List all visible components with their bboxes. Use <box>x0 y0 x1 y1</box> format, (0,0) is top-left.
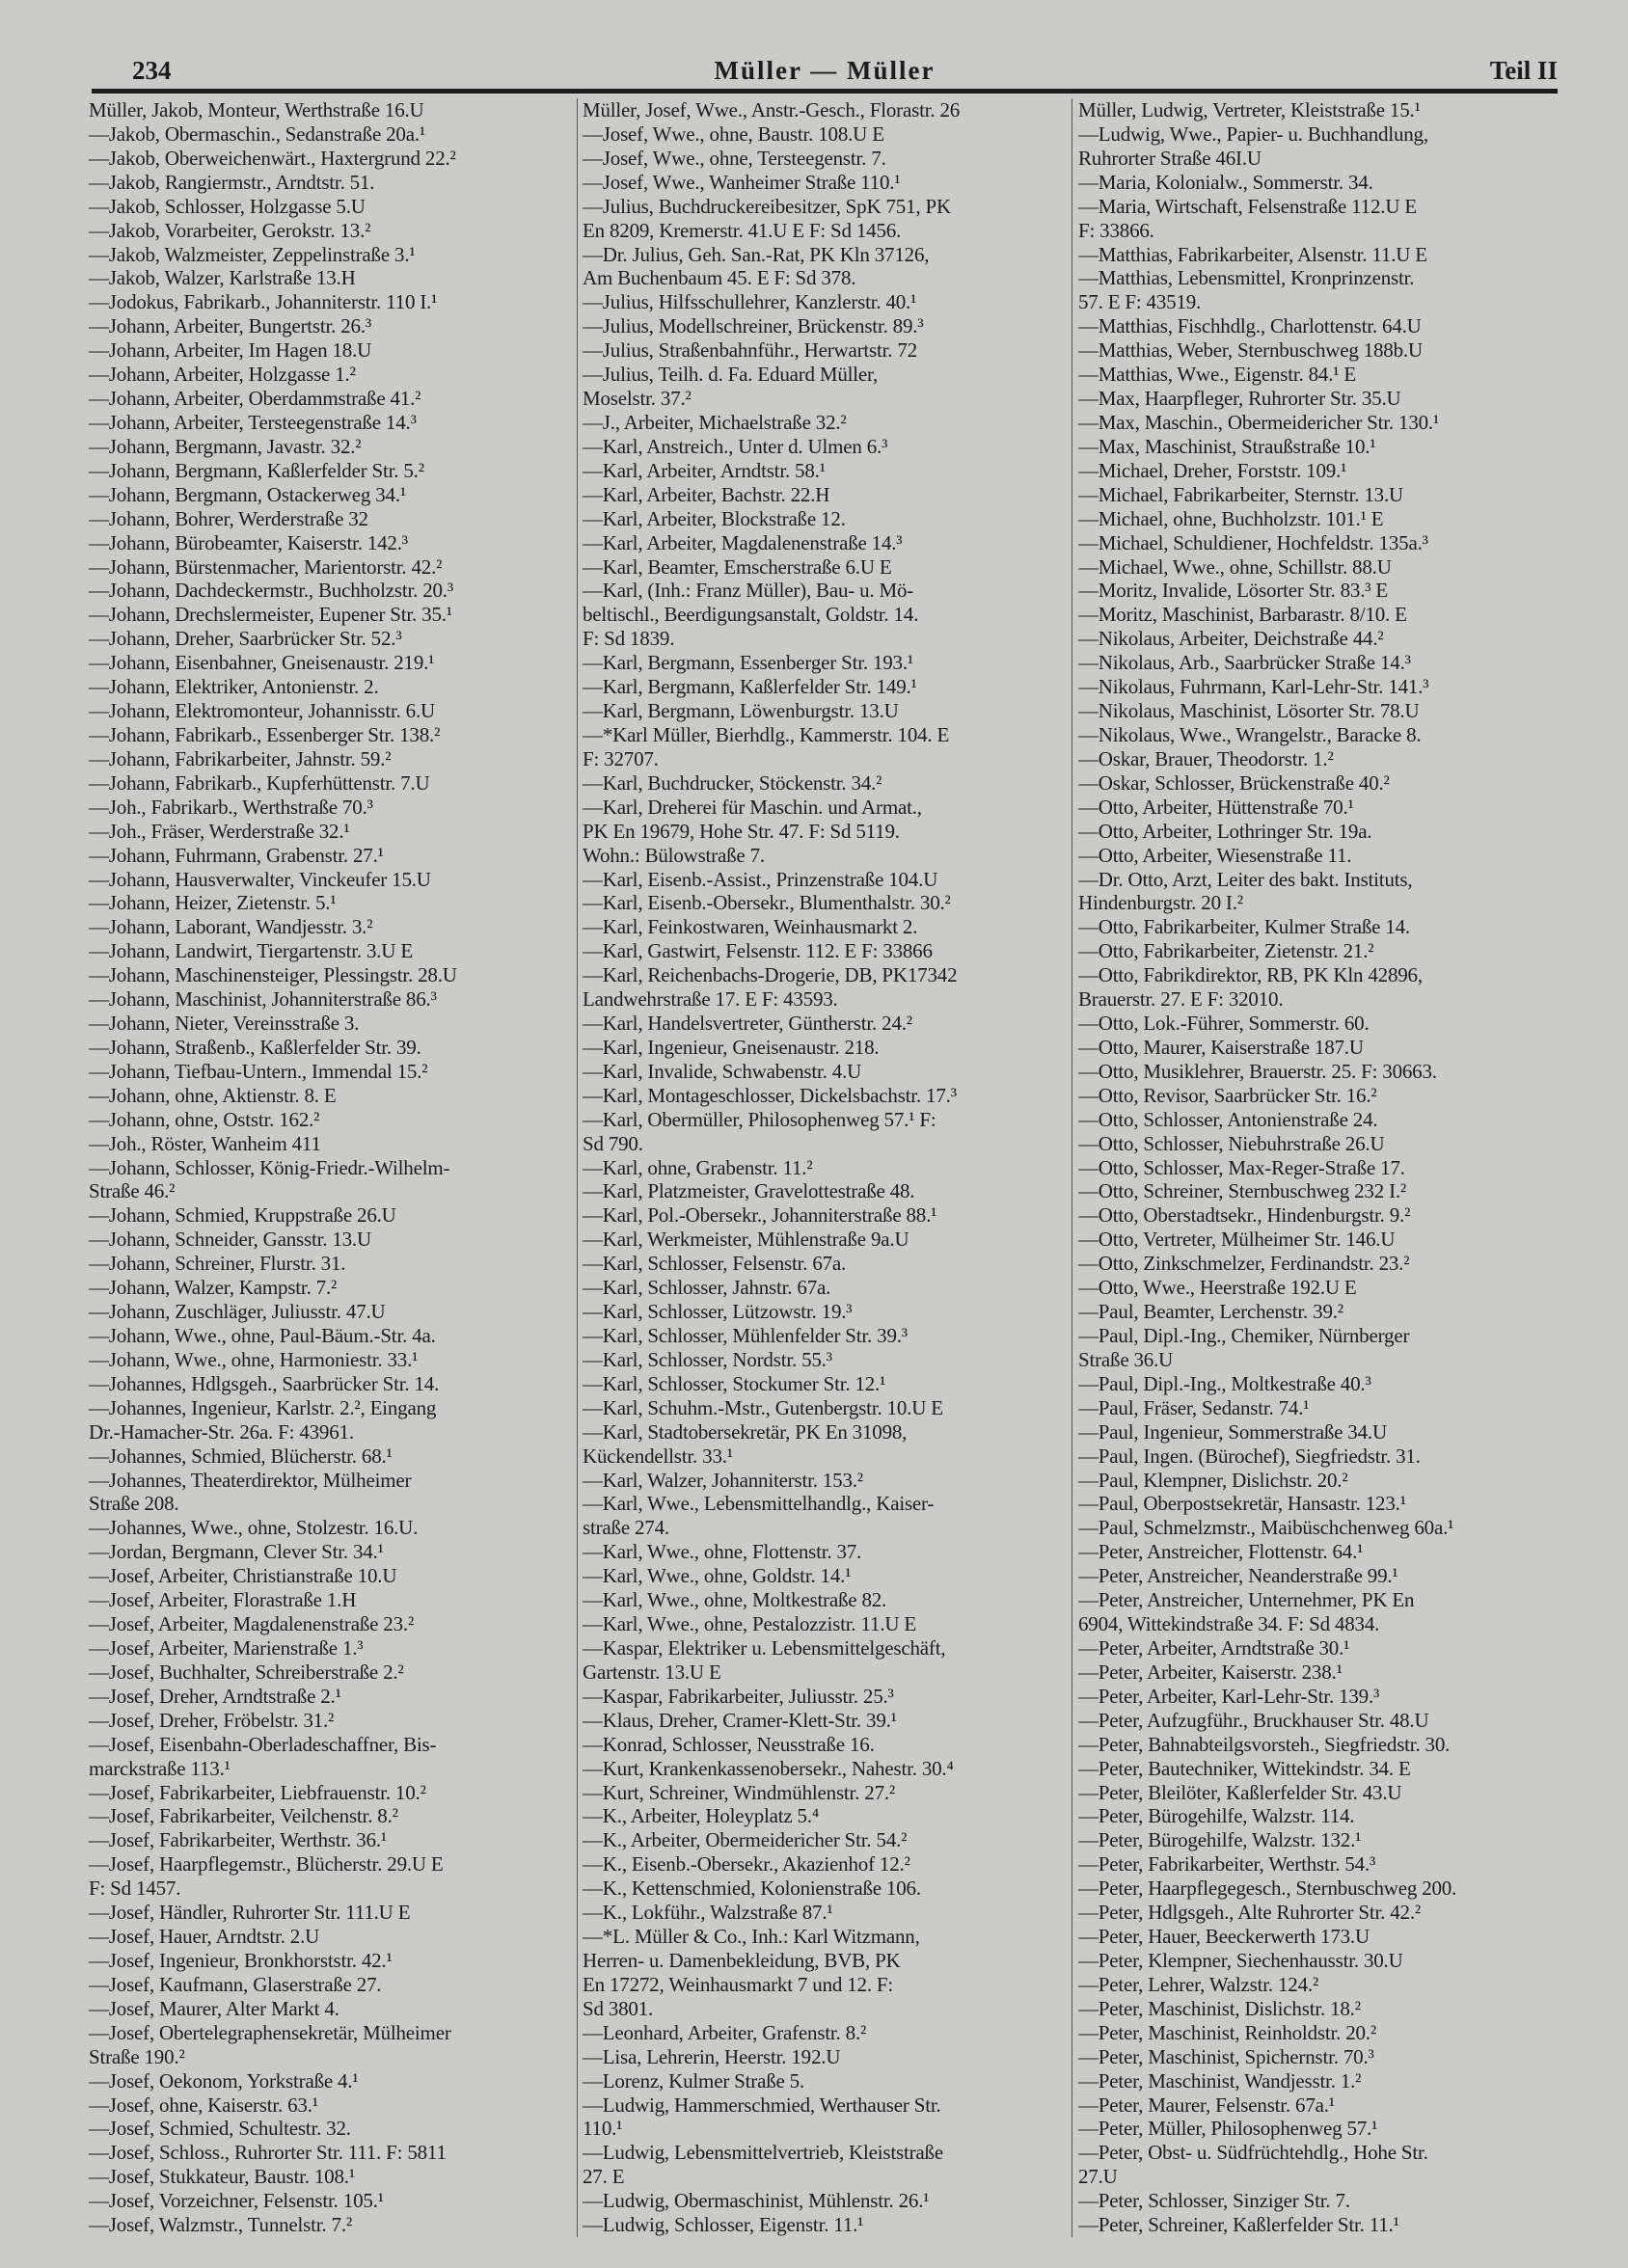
directory-entry-line: beltischl., Beerdigungsanstalt, Goldstr. 14. <box>583 603 919 627</box>
directory-entry-line: —Josef, Dreher, Arndtstraße 2.¹ <box>89 1684 341 1708</box>
directory-entry-line: —Peter, Maschinist, Spichernstr. 70.³ <box>1078 2044 1374 2068</box>
directory-entry-line: —Peter, Bürogehilfe, Walzstr. 132.¹ <box>1078 1828 1362 1852</box>
directory-entry-line: —Peter, Schlosser, Sinziger Str. 7. <box>1078 2189 1350 2213</box>
directory-entry-line: —Kurt, Krankenkassenobersekr., Nahestr. 30.⁴ <box>583 1756 954 1780</box>
directory-entry-line: —Kaspar, Fabrikarbeiter, Juliusstr. 25.³ <box>583 1684 894 1708</box>
part-label: Teil II <box>1489 56 1558 85</box>
directory-entry-line: En 17272, Weinhausmarkt 7 und 12. F: <box>583 1972 894 1996</box>
directory-entry-line: —Matthias, Lebensmittel, Kronprinzenstr. <box>1078 266 1415 290</box>
directory-entry-line: —Oskar, Schlosser, Brückenstraße 40.² <box>1078 770 1390 795</box>
directory-entry-line: —Johann, Bürobeamter, Kaiserstr. 142.³ <box>89 530 408 554</box>
directory-entry-line: Ruhrorter Straße 46I.U <box>1078 146 1262 170</box>
directory-entry-line: —Karl, Arbeiter, Arndtstr. 58.¹ <box>583 458 826 482</box>
directory-entry-line: —Johann, Dachdeckermstr., Buchholzstr. 20.³ <box>89 579 453 603</box>
directory-entry-line: PK En 19679, Hohe Str. 47. F: Sd 5119. <box>583 819 900 843</box>
directory-entry-line: —Karl, Wwe., Lebensmittelhandlg., Kaiser- <box>583 1492 935 1516</box>
directory-entry-line: —Julius, Buchdruckereibesitzer, SpK 751, PK <box>583 194 951 218</box>
directory-entry-line: marckstraße 113.¹ <box>89 1756 231 1780</box>
header-rule <box>92 89 1558 94</box>
directory-entry-line: Wohn.: Bülowstraße 7. <box>583 843 765 867</box>
directory-entry-line: —Karl, Obermüller, Philosophenweg 57.¹ F: <box>583 1107 936 1131</box>
directory-entry-line: —Johannes, Wwe., ohne, Stolzestr. 16.U. <box>89 1516 419 1540</box>
directory-entry-line: —Nikolaus, Arb., Saarbrücker Straße 14.³ <box>1078 651 1411 675</box>
directory-entry-line: —Johann, Bohrer, Werderstraße 32 <box>89 506 368 530</box>
directory-entry-line: —Karl, (Inh.: Franz Müller), Bau- u. Mö- <box>583 579 914 603</box>
directory-entry-line: —Klaus, Dreher, Cramer-Klett-Str. 39.¹ <box>583 1708 897 1732</box>
directory-entry-line: —K., Arbeiter, Holeyplatz 5.⁴ <box>583 1804 820 1828</box>
directory-entry-line: —Peter, Anstreicher, Flottenstr. 64.¹ <box>1078 1540 1364 1564</box>
directory-entry-line: —Johann, Heizer, Zietenstr. 5.¹ <box>89 891 337 915</box>
directory-entry-line: Straße 208. <box>89 1492 179 1516</box>
directory-entry-line: —Johannes, Hdlgsgeh., Saarbrücker Str. 14. <box>89 1371 440 1395</box>
directory-entry-line: —Johann, Tiefbau-Untern., Immendal 15.² <box>89 1059 428 1083</box>
directory-entry-line: —Otto, Vertreter, Mülheimer Str. 146.U <box>1078 1228 1396 1252</box>
directory-entry-line: —Johann, Hausverwalter, Vinckeufer 15.U <box>89 867 431 891</box>
directory-entry-line: —Konrad, Schlosser, Neusstraße 16. <box>583 1732 875 1756</box>
directory-entry-line: —Karl, ohne, Grabenstr. 11.² <box>583 1155 813 1179</box>
directory-entry-line: —Karl, Anstreich., Unter d. Ulmen 6.³ <box>583 434 888 458</box>
directory-entry-line: —Johann, Landwirt, Tiergartenstr. 3.U E <box>89 939 413 963</box>
directory-entry-line: —Karl, Wwe., ohne, Pestalozzistr. 11.U E <box>583 1612 917 1636</box>
directory-entry-line: Sd 790. <box>583 1131 643 1155</box>
directory-entry-line: —Ludwig, Hammerschmied, Werthauser Str. <box>583 2092 941 2117</box>
directory-entry-line: —Michael, Schuldiener, Hochfeldstr. 135a.³ <box>1078 530 1428 554</box>
directory-entry-line: —Josef, Maurer, Alter Markt 4. <box>89 1996 339 2020</box>
directory-entry-line: —Johannes, Ingenieur, Karlstr. 2.², Eingang <box>89 1395 437 1419</box>
directory-entry-line: —Otto, Oberstadtsekr., Hindenburgstr. 9.² <box>1078 1203 1411 1228</box>
directory-entry-line: —Peter, Anstreicher, Unternehmer, PK En <box>1078 1588 1415 1612</box>
directory-entry-line: —J., Arbeiter, Michaelstraße 32.² <box>583 410 847 434</box>
directory-entry-line: —Peter, Müller, Philosophenweg 57.¹ <box>1078 2117 1378 2141</box>
directory-entry-line: —Karl, Handelsvertreter, Güntherstr. 24.² <box>583 1012 912 1036</box>
directory-entry-line: —Karl, Stadtobersekretär, PK En 31098, <box>583 1419 908 1444</box>
directory-entry-line: —Johann, Arbeiter, Oberdammstraße 41.² <box>89 387 421 411</box>
directory-entry-line: —Johann, Arbeiter, Bungertstr. 26.³ <box>89 314 371 338</box>
directory-entry-line: —Otto, Maurer, Kaiserstraße 187.U <box>1078 1035 1364 1059</box>
directory-entry-line: —Dr. Otto, Arzt, Leiter des bakt. Instituts, <box>1078 867 1413 891</box>
directory-entry-line: —Otto, Schreiner, Sternbuschweg 232 I.² <box>1078 1179 1407 1203</box>
directory-entry-line: —Karl, Pol.-Obersekr., Johanniterstraße 88.¹ <box>583 1203 937 1228</box>
directory-entry-line: —Johann, ohne, Aktienstr. 8. E <box>89 1083 337 1107</box>
directory-entry-line: —Kaspar, Elektriker u. Lebensmittelgeschäft, <box>583 1636 946 1660</box>
directory-entry-line: —Jakob, Vorarbeiter, Gerokstr. 13.² <box>89 218 371 242</box>
directory-entry-line: —Otto, Lok.-Führer, Sommerstr. 60. <box>1078 1012 1370 1036</box>
directory-entry-line: —Johann, Walzer, Kampstr. 7.² <box>89 1276 338 1300</box>
directory-entry-line: —Leonhard, Arbeiter, Grafenstr. 8.² <box>583 2020 867 2044</box>
directory-entry-line: —Peter, Hdlgsgeh., Alte Ruhrorter Str. 42.² <box>1078 1901 1421 1925</box>
directory-entry-line: —Otto, Arbeiter, Wiesenstraße 11. <box>1078 843 1352 867</box>
directory-entry-line: —Paul, Schmelzmstr., Maibüschchenweg 60a.¹ <box>1078 1516 1454 1540</box>
page-header <box>92 56 1558 89</box>
directory-entry-line: —Ludwig, Wwe., Papier- u. Buchhandlung, <box>1078 122 1428 146</box>
directory-entry-line: —Josef, Ingenieur, Bronkhorststr. 42.¹ <box>89 1948 393 1972</box>
directory-entry-line: —Matthias, Weber, Sternbuschweg 188b.U <box>1078 338 1423 363</box>
directory-entry-line: —Johann, Bürstenmacher, Marientorstr. 42.² <box>89 554 443 579</box>
directory-entry-line: —Karl, Schlosser, Mühlenfelder Str. 39.³ <box>583 1324 908 1348</box>
directory-entry-line: —Nikolaus, Wwe., Wrangelstr., Baracke 8. <box>1078 722 1422 746</box>
directory-entry-line: —Michael, Dreher, Forststr. 109.¹ <box>1078 458 1347 482</box>
directory-entry-line: —Maria, Wirtschaft, Felsenstraße 112.U E <box>1078 194 1417 218</box>
directory-entry-line: —Karl, Wwe., ohne, Moltkestraße 82. <box>583 1588 887 1612</box>
directory-entry-line: —Josef, Kaufmann, Glaserstraße 27. <box>89 1972 382 1996</box>
directory-entry-line: —Otto, Schlosser, Antonienstraße 24. <box>1078 1107 1378 1131</box>
directory-entry-line: —Jakob, Rangiermstr., Arndtstr. 51. <box>89 170 375 194</box>
directory-entry-line: —Otto, Fabrikarbeiter, Zietenstr. 21.² <box>1078 939 1374 963</box>
directory-entry-line: —Paul, Ingen. (Bürochef), Siegfriedstr. 31. <box>1078 1444 1421 1468</box>
directory-entry-line: —Josef, Walzmstr., Tunnelstr. 7.² <box>89 2213 352 2237</box>
directory-entry-line: —Jordan, Bergmann, Clever Str. 34.¹ <box>89 1540 384 1564</box>
directory-entry-line: —Josef, Arbeiter, Christianstraße 10.U <box>89 1564 397 1588</box>
directory-entry-line: —Peter, Arbeiter, Karl-Lehr-Str. 139.³ <box>1078 1684 1380 1708</box>
directory-entry-line: —Peter, Anstreicher, Neanderstraße 99.¹ <box>1078 1564 1398 1588</box>
directory-entry-line: —Johann, Eisenbahner, Gneisenaustr. 219.¹ <box>89 651 435 675</box>
directory-entry-line: Sd 3801. <box>583 1996 654 2020</box>
directory-entry-line: —Karl, Walzer, Johanniterstr. 153.² <box>583 1468 863 1492</box>
directory-entry-line: —Karl, Platzmeister, Gravelottestraße 48. <box>583 1179 915 1203</box>
directory-entry-line: 57. E F: 43519. <box>1078 290 1202 314</box>
directory-entry-line: —Julius, Teilh. d. Fa. Eduard Müller, <box>583 363 879 387</box>
directory-entry-line: —Joh., Fabrikarb., Werthstraße 70.³ <box>89 795 373 819</box>
directory-entry-line: —Michael, Fabrikarbeiter, Sternstr. 13.U <box>1078 482 1403 506</box>
directory-entry-line: —Peter, Maschinist, Wandjesstr. 1.² <box>1078 2068 1362 2092</box>
directory-column-2 <box>583 98 1065 2237</box>
directory-entry-line: —Jakob, Oberweichenwärt., Haxtergrund 22.² <box>89 146 456 170</box>
directory-entry-line: —Josef, ohne, Kaiserstr. 63.¹ <box>89 2092 318 2117</box>
directory-entry-line: Landwehrstraße 17. E F: 43593. <box>583 987 838 1012</box>
directory-entry-line: —Oskar, Brauer, Theodorstr. 1.² <box>1078 746 1334 770</box>
directory-entry-line: En 8209, Kremerstr. 41.U E F: Sd 1456. <box>583 218 902 242</box>
directory-entry-line: Brauerstr. 27. E F: 32010. <box>1078 987 1284 1012</box>
directory-entry-line: —Julius, Modellschreiner, Brückenstr. 89.³ <box>583 314 924 338</box>
directory-entry-line: —Joh., Röster, Wanheim 411 <box>89 1131 321 1155</box>
directory-entry-line: —Johann, Elektriker, Antonienstr. 2. <box>89 675 379 699</box>
directory-entry-line: —Paul, Klempner, Dislichstr. 20.² <box>1078 1468 1348 1492</box>
directory-entry-line: —Johann, Straßenb., Kaßlerfelder Str. 39. <box>89 1035 421 1059</box>
directory-entry-line: —Karl, Bergmann, Kaßlerfelder Str. 149.¹ <box>583 675 917 699</box>
directory-entry-line: —Karl, Beamter, Emscherstraße 6.U E <box>583 554 892 579</box>
directory-entry-line: —Peter, Bautechniker, Wittekindstr. 34. E <box>1078 1756 1411 1780</box>
directory-entry-line: Am Buchenbaum 45. E F: Sd 378. <box>583 266 856 290</box>
directory-entry-line: Dr.-Hamacher-Str. 26a. F: 43961. <box>89 1419 354 1444</box>
directory-entry-line: Straße 46.² <box>89 1179 176 1203</box>
directory-entry-line: straße 274. <box>583 1516 669 1540</box>
directory-entry-line: —Peter, Aufzugführ., Bruckhauser Str. 48.U <box>1078 1708 1429 1732</box>
directory-entry-line: —Josef, Hauer, Arndtstr. 2.U <box>89 1925 320 1949</box>
directory-entry-line: —Josef, Vorzeichner, Felsenstr. 105.¹ <box>89 2189 384 2213</box>
directory-entry-line: —*Karl Müller, Bierhdlg., Kammerstr. 104. E <box>583 722 950 746</box>
directory-entry-line: —*L. Müller & Co., Inh.: Karl Witzmann, <box>583 1925 920 1949</box>
directory-entry-line: —Moritz, Invalide, Lösorter Str. 83.³ E <box>1078 579 1389 603</box>
directory-entry-line: —Karl, Bergmann, Löwenburgstr. 13.U <box>583 699 899 723</box>
directory-entry-line: —Jakob, Walzmeister, Zeppelinstraße 3.¹ <box>89 242 416 266</box>
directory-entry-line: —K., Kettenschmied, Kolonienstraße 106. <box>583 1876 921 1901</box>
directory-entry-line: —Josef, Buchhalter, Schreiberstraße 2.² <box>89 1660 404 1684</box>
directory-entry-line: Straße 190.² <box>89 2044 185 2068</box>
directory-entry-line: —Julius, Straßenbahnführ., Herwartstr. 72 <box>583 338 917 363</box>
directory-entry-line: —Peter, Maschinist, Dislichstr. 18.² <box>1078 1996 1361 2020</box>
directory-entry-line: —Karl, Werkmeister, Mühlenstraße 9a.U <box>583 1228 909 1252</box>
directory-entry-line: —Moritz, Maschinist, Barbarastr. 8/10. E <box>1078 603 1407 627</box>
directory-entry-line: —Peter, Maurer, Felsenstr. 67a.¹ <box>1078 2092 1335 2117</box>
directory-entry-line: —Paul, Ingenieur, Sommerstraße 34.U <box>1078 1419 1387 1444</box>
directory-entry-line: Kückendellstr. 33.¹ <box>583 1444 733 1468</box>
directory-entry-line: —Jakob, Obermaschin., Sedanstraße 20a.¹ <box>89 122 425 146</box>
directory-entry-line: —Johann, Maschinist, Johanniterstraße 86.³ <box>89 987 437 1012</box>
page-number: 234 <box>132 56 172 85</box>
directory-entry-line: —Karl, Schlosser, Lützowstr. 19.³ <box>583 1300 853 1324</box>
directory-entry-line: Straße 36.U <box>1078 1347 1174 1371</box>
directory-entry-line: —Karl, Buchdrucker, Stöckenstr. 34.² <box>583 770 882 795</box>
directory-entry-line: —Josef, Arbeiter, Marienstraße 1.³ <box>89 1636 364 1660</box>
directory-entry-line: —Joh., Fräser, Werderstraße 32.¹ <box>89 819 350 843</box>
directory-entry-line: —Karl, Feinkostwaren, Weinhausmarkt 2. <box>583 915 918 939</box>
directory-entry-line: —Josef, Eisenbahn-Oberladeschaffner, Bis- <box>89 1732 437 1756</box>
directory-entry-line: —Karl, Bergmann, Essenberger Str. 193.¹ <box>583 651 913 675</box>
directory-entry-line: —Paul, Beamter, Lerchenstr. 39.² <box>1078 1300 1343 1324</box>
directory-entry-line: —Johannes, Theaterdirektor, Mülheimer <box>89 1468 412 1492</box>
directory-entry-line: —Otto, Revisor, Saarbrücker Str. 16.² <box>1078 1083 1377 1107</box>
directory-entry-line: —Johann, Bergmann, Kaßlerfelder Str. 5.² <box>89 458 424 482</box>
directory-entry-line: Müller, Ludwig, Vertreter, Kleiststraße 15.¹ <box>1078 98 1421 122</box>
directory-entry-line: —Jodokus, Fabrikarb., Johanniterstr. 110 I.¹ <box>89 290 438 314</box>
directory-entry-line: —Karl, Ingenieur, Gneisenaustr. 218. <box>583 1035 880 1059</box>
directory-entry-line: —Josef, Fabrikarbeiter, Veilchenstr. 8.² <box>89 1804 398 1828</box>
column-divider <box>577 98 578 2237</box>
directory-entry-line: —Karl, Eisenb.-Assist., Prinzenstraße 104.U <box>583 867 938 891</box>
directory-entry-line: —Ludwig, Schlosser, Eigenstr. 11.¹ <box>583 2213 864 2237</box>
directory-entry-line: —Josef, Obertelegraphensekretär, Mülheimer <box>89 2020 451 2044</box>
directory-entry-line: F: Sd 1839. <box>583 627 675 651</box>
directory-entry-line: 27. E <box>583 2165 625 2189</box>
directory-entry-line: —Johann, Zuschläger, Juliusstr. 47.U <box>89 1300 386 1324</box>
directory-entry-line: —Johann, Wwe., ohne, Harmoniestr. 33.¹ <box>89 1347 419 1371</box>
directory-entry-line: —Kurt, Schreiner, Windmühlenstr. 27.² <box>583 1780 896 1804</box>
directory-entry-line: —Lorenz, Kulmer Straße 5. <box>583 2068 805 2092</box>
directory-entry-line: —Karl, Wwe., ohne, Flottenstr. 37. <box>583 1540 862 1564</box>
directory-entry-line: —Nikolaus, Arbeiter, Deichstraße 44.² <box>1078 627 1384 651</box>
directory-entry-line: —Peter, Bleilöter, Kaßlerfelder Str. 43.U <box>1078 1780 1402 1804</box>
directory-entry-line: —Johann, Drechslermeister, Eupener Str. 35.¹ <box>89 603 452 627</box>
directory-entry-line: Gartenstr. 13.U E <box>583 1660 721 1684</box>
directory-entry-line: —Johann, Laborant, Wandjesstr. 3.² <box>89 915 373 939</box>
directory-entry-line: —Johann, Maschinensteiger, Plessingstr. 28.U <box>89 963 457 987</box>
directory-entry-line: —Maria, Kolonialw., Sommerstr. 34. <box>1078 170 1373 194</box>
directory-entry-line: —Josef, Schloss., Ruhrorter Str. 111. F: 5811 <box>89 2141 447 2165</box>
directory-column-1 <box>89 98 571 2237</box>
directory-entry-line: —Paul, Dipl.-Ing., Moltkestraße 40.³ <box>1078 1371 1371 1395</box>
directory-entry-line: —Johann, Fabrikarb., Essenberger Str. 138.² <box>89 722 441 746</box>
directory-entry-line: —Johann, Fabrikarbeiter, Jahnstr. 59.² <box>89 746 392 770</box>
directory-entry-line: —Johann, ohne, Oststr. 162.² <box>89 1107 320 1131</box>
directory-entry-line: —Josef, Arbeiter, Magdalenenstraße 23.² <box>89 1612 415 1636</box>
directory-entry-line: —Josef, Wwe., ohne, Tersteegenstr. 7. <box>583 146 886 170</box>
directory-entry-line: —Peter, Fabrikarbeiter, Werthstr. 54.³ <box>1078 1852 1376 1876</box>
directory-entry-line: —Karl, Arbeiter, Bachstr. 22.H <box>583 482 830 506</box>
directory-entry-line: —Otto, Schlosser, Max-Reger-Straße 17. <box>1078 1155 1405 1179</box>
directory-entry-line: —Johann, Arbeiter, Holzgasse 1.² <box>89 363 356 387</box>
directory-entry-line: —Lisa, Lehrerin, Heerstr. 192.U <box>583 2044 841 2068</box>
directory-entry-line: —Otto, Zinkschmelzer, Ferdinandstr. 23.² <box>1078 1252 1410 1276</box>
directory-entry-line: —Nikolaus, Maschinist, Lösorter Str. 78.U <box>1078 699 1420 723</box>
directory-entry-line: —Josef, Stukkateur, Baustr. 108.¹ <box>89 2165 355 2189</box>
directory-entry-line: Herren- u. Damenbekleidung, BVB, PK <box>583 1948 901 1972</box>
directory-entry-line: F: Sd 1457. <box>89 1876 181 1901</box>
directory-entry-line: —Julius, Hilfsschullehrer, Kanzlerstr. 40.¹ <box>583 290 917 314</box>
directory-entry-line: Müller, Josef, Wwe., Anstr.-Gesch., Florastr. 26 <box>583 98 961 122</box>
directory-entry-line: —Josef, Fabrikarbeiter, Werthstr. 36.¹ <box>89 1828 387 1852</box>
directory-entry-line: —Karl, Schlosser, Jahnstr. 67a. <box>583 1276 831 1300</box>
directory-entry-line: —Otto, Wwe., Heerstraße 192.U E <box>1078 1276 1357 1300</box>
directory-entry-line: —Karl, Wwe., ohne, Goldstr. 14.¹ <box>583 1564 852 1588</box>
directory-entry-line: —Josef, Oekonom, Yorkstraße 4.¹ <box>89 2068 359 2092</box>
directory-entry-line: —Johann, Arbeiter, Im Hagen 18.U <box>89 338 372 363</box>
directory-entry-line: —Johann, Fuhrmann, Grabenstr. 27.¹ <box>89 843 384 867</box>
directory-entry-line: —Karl, Schuhm.-Mstr., Gutenbergstr. 10.U E <box>583 1395 943 1419</box>
directory-entry-line: —Josef, Dreher, Fröbelstr. 31.² <box>89 1708 335 1732</box>
directory-entry-line: —Johann, Schneider, Gansstr. 13.U <box>89 1228 371 1252</box>
directory-entry-line: —Peter, Arbeiter, Kaiserstr. 238.¹ <box>1078 1660 1343 1684</box>
directory-entry-line: —Otto, Fabrikarbeiter, Kulmer Straße 14. <box>1078 915 1410 939</box>
directory-entry-line: —Josef, Haarpflegemstr., Blücherstr. 29.U E <box>89 1852 444 1876</box>
directory-entry-line: —Peter, Bahnabteilgsvorsteh., Siegfriedstr. 30. <box>1078 1732 1451 1756</box>
directory-entry-line: —Josef, Fabrikarbeiter, Liebfrauenstr. 10.² <box>89 1780 426 1804</box>
directory-entry-line: —Nikolaus, Fuhrmann, Karl-Lehr-Str. 141.³ <box>1078 675 1429 699</box>
directory-entry-line: F: 32707. <box>583 746 659 770</box>
directory-entry-line: 27.U <box>1078 2165 1118 2189</box>
directory-entry-line: —Matthias, Fischhdlg., Charlottenstr. 64.U <box>1078 314 1422 338</box>
directory-entry-line: 6904, Wittekindstraße 34. F: Sd 4834. <box>1078 1612 1380 1636</box>
directory-entry-line: —Karl, Schlosser, Felsenstr. 67a. <box>583 1252 847 1276</box>
directory-entry-line: —Karl, Arbeiter, Magdalenenstraße 14.³ <box>583 530 903 554</box>
directory-entry-line: —Josef, Wwe., Wanheimer Straße 110.¹ <box>583 170 901 194</box>
directory-entry-line: —Max, Maschinist, Straußstraße 10.¹ <box>1078 434 1376 458</box>
directory-entry-line: —Johann, Schmied, Kruppstraße 26.U <box>89 1203 396 1228</box>
directory-entry-line: —Peter, Arbeiter, Arndtstraße 30.¹ <box>1078 1636 1350 1660</box>
directory-entry-line: —Johann, Arbeiter, Tersteegenstraße 14.³ <box>89 410 417 434</box>
directory-entry-line: —Peter, Hauer, Beeckerwerth 173.U <box>1078 1925 1370 1949</box>
directory-entry-line: —Otto, Fabrikdirektor, RB, PK Kln 42896, <box>1078 963 1423 987</box>
directory-entry-line: —Matthias, Fabrikarbeiter, Alsenstr. 11.U E <box>1078 242 1427 266</box>
directory-entry-line: —Otto, Arbeiter, Lothringer Str. 19a. <box>1078 819 1372 843</box>
directory-entry-line: —Johann, Bergmann, Ostackerweg 34.¹ <box>89 482 407 506</box>
directory-entry-line: —Karl, Dreherei für Maschin. und Armat., <box>583 795 922 819</box>
directory-entry-line: —Josef, Arbeiter, Florastraße 1.H <box>89 1588 357 1612</box>
directory-entry-line: —K., Arbeiter, Obermeidericher Str. 54.² <box>583 1828 908 1852</box>
directory-entry-line: —Karl, Montageschlosser, Dickelsbachstr. 17.³ <box>583 1083 957 1107</box>
directory-entry-line: —Johann, Nieter, Vereinsstraße 3. <box>89 1012 360 1036</box>
directory-entry-line: —Otto, Musiklehrer, Brauerstr. 25. F: 30663. <box>1078 1059 1437 1083</box>
directory-entry-line: —Michael, ohne, Buchholzstr. 101.¹ E <box>1078 506 1384 530</box>
directory-entry-line: —Otto, Arbeiter, Hüttenstraße 70.¹ <box>1078 795 1354 819</box>
directory-entry-line: —Paul, Dipl.-Ing., Chemiker, Nürnberger <box>1078 1324 1410 1348</box>
directory-entry-line: —Karl, Gastwirt, Felsenstr. 112. E F: 33866 <box>583 939 933 963</box>
directory-entry-line: —Peter, Klempner, Siechenhausstr. 30.U <box>1078 1948 1403 1972</box>
directory-entry-line: —Karl, Schlosser, Nordstr. 55.³ <box>583 1347 832 1371</box>
directory-entry-line: —Otto, Schlosser, Niebuhrstraße 26.U <box>1078 1131 1385 1155</box>
page-title: Müller — Müller <box>714 56 936 85</box>
directory-entry-line: —Josef, Händler, Ruhrorter Str. 111.U E <box>89 1901 411 1925</box>
directory-entry-line: —Peter, Haarpflegegesch., Sternbuschweg 200. <box>1078 1876 1457 1901</box>
directory-entry-line: —Johannes, Schmied, Blücherstr. 68.¹ <box>89 1444 393 1468</box>
directory-entry-line: —Jakob, Walzer, Karlstraße 13.H <box>89 266 356 290</box>
directory-entry-line: —Josef, Schmied, Schultestr. 32. <box>89 2117 351 2141</box>
directory-entry-line: —Johann, Bergmann, Javastr. 32.² <box>89 434 362 458</box>
directory-entry-line: —Josef, Wwe., ohne, Baustr. 108.U E <box>583 122 884 146</box>
directory-entry-line: —Peter, Bürogehilfe, Walzstr. 114. <box>1078 1804 1355 1828</box>
directory-entry-line: Moselstr. 37.² <box>583 387 692 411</box>
directory-column-3 <box>1078 98 1560 2237</box>
directory-entry-line: —Michael, Wwe., ohne, Schillstr. 88.U <box>1078 554 1392 579</box>
directory-entry-line: —Matthias, Wwe., Eigenstr. 84.¹ E <box>1078 363 1357 387</box>
directory-entry-line: —Johann, Wwe., ohne, Paul-Bäum.-Str. 4a. <box>89 1324 436 1348</box>
directory-entry-line: —Karl, Schlosser, Stockumer Str. 12.¹ <box>583 1371 886 1395</box>
directory-entry-line: —Karl, Invalide, Schwabenstr. 4.U <box>583 1059 862 1083</box>
directory-entry-line: Müller, Jakob, Monteur, Werthstraße 16.U <box>89 98 424 122</box>
directory-entry-line: —Paul, Fräser, Sedanstr. 74.¹ <box>1078 1395 1310 1419</box>
directory-entry-line: —Johann, Schreiner, Flurstr. 31. <box>89 1252 346 1276</box>
directory-entry-line: —Peter, Maschinist, Reinholdstr. 20.² <box>1078 2020 1376 2044</box>
directory-entry-line: 110.¹ <box>583 2117 623 2141</box>
directory-entry-line: —K., Eisenb.-Obersekr., Akazienhof 12.² <box>583 1852 910 1876</box>
directory-entry-line: —Johann, Fabrikarb., Kupferhüttenstr. 7.U <box>89 770 430 795</box>
directory-entry-line: —Peter, Lehrer, Walzstr. 124.² <box>1078 1972 1319 1996</box>
directory-entry-line: Hindenburgstr. 20 I.² <box>1078 891 1243 915</box>
directory-entry-line: F: 33866. <box>1078 218 1154 242</box>
directory-entry-line: —Karl, Arbeiter, Blockstraße 12. <box>583 506 846 530</box>
directory-entry-line: —Max, Maschin., Obermeidericher Str. 130.¹ <box>1078 410 1440 434</box>
directory-entry-line: —Ludwig, Lebensmittelvertrieb, Kleiststraße <box>583 2141 943 2165</box>
directory-entry-line: —Peter, Obst- u. Südfrüchtehdlg., Hohe Str. <box>1078 2141 1428 2165</box>
directory-entry-line: —Paul, Oberpostsekretär, Hansastr. 123.¹ <box>1078 1492 1406 1516</box>
directory-entry-line: —Dr. Julius, Geh. San.-Rat, PK Kln 37126, <box>583 242 930 266</box>
directory-entry-line: —Johann, Dreher, Saarbrücker Str. 52.³ <box>89 627 402 651</box>
directory-entry-line: —Jakob, Schlosser, Holzgasse 5.U <box>89 194 366 218</box>
directory-entry-line: —Karl, Reichenbachs-Drogerie, DB, PK17342 <box>583 963 958 987</box>
directory-entry-line: —Johann, Schlosser, König-Friedr.-Wilhelm- <box>89 1155 450 1179</box>
directory-entry-line: —Ludwig, Obermaschinist, Mühlenstr. 26.¹ <box>583 2189 930 2213</box>
directory-entry-line: —Johann, Elektromonteur, Johannisstr. 6.U <box>89 699 436 723</box>
directory-entry-line: —Max, Haarpfleger, Ruhrorter Str. 35.U <box>1078 387 1401 411</box>
directory-entry-line: —K., Lokführ., Walzstraße 87.¹ <box>583 1901 833 1925</box>
directory-entry-line: —Peter, Schreiner, Kaßlerfelder Str. 11.¹ <box>1078 2213 1399 2237</box>
directory-entry-line: —Karl, Eisenb.-Obersekr., Blumenthalstr. 30.² <box>583 891 951 915</box>
